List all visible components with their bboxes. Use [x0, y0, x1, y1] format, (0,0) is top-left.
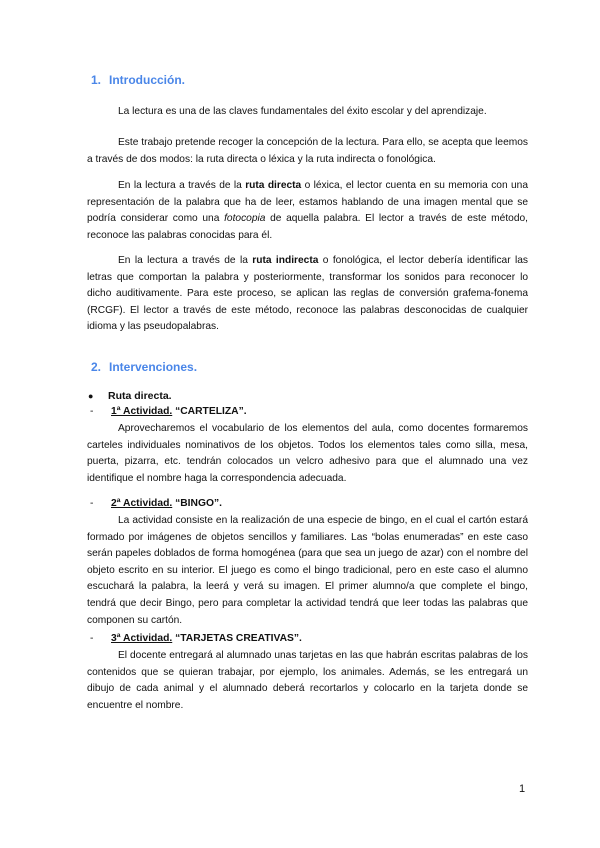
paragraph-text: En la lectura a través de la: [118, 180, 246, 191]
dash-marker: -: [90, 498, 94, 509]
page-number: 1: [519, 783, 526, 795]
paragraph-text: o fonológica, el lector debería identificar las letras que comportan la palabra y posteriormente, transformar los sonidos para reconocer lo dicho auditivamente. Para este proceso, se aplican las reglas de conversión grafema-fonema (RCGF). El lector a través de este método, reconoce las palabras desconocidas de cualquier idioma y las pseudopalabras.: [87, 255, 528, 333]
dash-marker: -: [90, 406, 94, 417]
activity-heading-1: [90, 406, 247, 417]
paragraph-text: o léxica, el lector cuenta en su memoria con una representación de la palabra que ha de leer, estamos hablando de una imagen mental que se podría considerar como una: [87, 180, 529, 225]
paragraph-text: La actividad consiste en la realización de una especie de bingo, en el cual el cartón estará formado por imágenes de objetos sencillos y familiares. Las “bolas enumeradas” en este caso serán papeles doblados de forma homogénea (para que sea un juego de azar) con el nombre del objeto escrito en su interior. El juego es como el bingo tradicional, pero en este caso el alumno escuchará la palabra, la leerá y verá su imagen. El primer alumno/a que complete el bingo, tendrá que decir Bingo, pero para completar la actividad tendrá que leer todas las palabras que componen su cartón.: [87, 515, 528, 626]
section-title: Intervenciones.: [109, 360, 198, 374]
paragraph-intro-2: [87, 135, 528, 168]
dash-marker: -: [90, 633, 94, 644]
paragraph-ruta-directa: [87, 178, 528, 244]
paragraph-ruta-indirecta: [87, 253, 528, 336]
paragraph-text: Este trabajo pretende recoger la concepción de la lectura. Para ello, se acepta que leemos a través de dos modos: la ruta directa o léxica y la ruta indirecta o fonológica.: [87, 137, 528, 165]
bullet-ruta-directa: [88, 390, 172, 402]
bullet-icon: ●: [88, 391, 94, 401]
bold-term: ruta directa: [245, 180, 302, 191]
paragraph-text: Aprovecharemos el vocabulario de los elementos del aula, como docentes formaremos carteles individuales nominativos de los objetos. Todos los elementos tales como silla, mesa, puerta, pizarra, etc. tendrán colocados un velcro adhesivo para que el alumnado una vez identifique el nombre haga la correspondencia adecuada.: [87, 423, 528, 484]
activity-label: 1ª Actividad.: [111, 406, 173, 417]
bullet-label: Ruta directa.: [108, 390, 172, 402]
italic-term: fotocopia: [224, 213, 266, 225]
paragraph-text: En la lectura a través de la: [118, 255, 253, 266]
activity-heading-3: [90, 633, 302, 644]
activity-label: 2ª Actividad.: [111, 498, 173, 509]
activity-text-3: [87, 648, 528, 714]
paragraph-text: El docente entregará al alumnado unas tarjetas en las que habrán escritas palabras de los contenidos que se quieran trabajar, por ejemplo, los animales. Además, se les entregará un dibujo de cada animal y el alumnado deberá recortarlos y colocarlo en la tarjeta donde se encuentre el nombre.: [87, 650, 528, 711]
activity-name: “CARTELIZA”.: [172, 406, 247, 417]
activity-name: “BINGO”.: [172, 498, 223, 509]
paragraph-text: de aquella palabra. El lector a través de este método, reconoce las palabras conocidas para él.: [87, 213, 528, 241]
paragraph-text: La lectura es una de las claves fundamentales del éxito escolar y del aprendizaje.: [118, 106, 487, 117]
section-number: 1.: [91, 73, 102, 87]
section-title: Introducción.: [109, 73, 185, 87]
activity-text-2: [87, 513, 528, 629]
paragraph-intro-1: [87, 104, 528, 121]
bold-term: ruta indirecta: [252, 255, 319, 266]
section-number: 2.: [91, 360, 102, 374]
activity-name: “TARJETAS CREATIVAS”.: [172, 633, 302, 644]
activity-label: 3ª Actividad.: [111, 633, 173, 644]
activity-heading-2: [90, 498, 222, 509]
section-heading-intervenciones: [91, 360, 197, 374]
activity-text-1: [87, 421, 528, 487]
section-heading-introduccion: [91, 73, 185, 87]
